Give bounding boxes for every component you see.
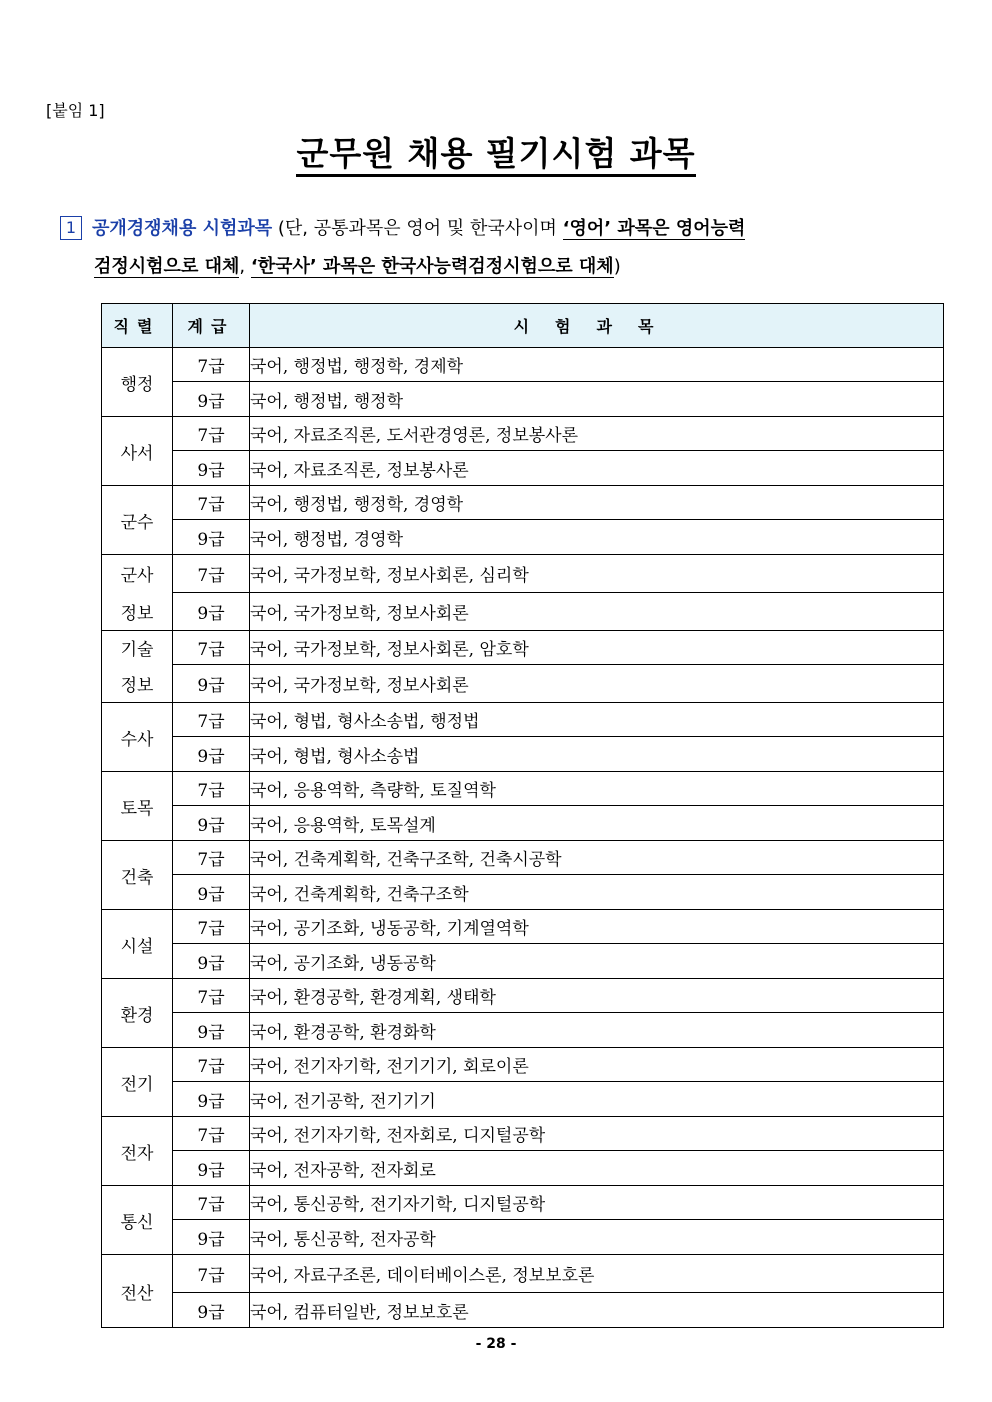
- table-row: [102, 979, 944, 1013]
- header-job-label: 직렬: [113, 317, 161, 336]
- table-row: [102, 555, 944, 593]
- table-row: [102, 772, 944, 806]
- subjects-cell: 국어, 전기공학, 전기기기: [250, 1082, 944, 1117]
- table-row: [102, 944, 944, 979]
- section-intro: [60, 210, 948, 286]
- grade-cell: 9급: [173, 520, 250, 555]
- grade-cell: 7급: [173, 555, 250, 593]
- table-row: [102, 348, 944, 382]
- page-number: - 28 -: [475, 1336, 517, 1352]
- job-cell: 수사: [102, 703, 173, 772]
- table-row: [102, 631, 944, 665]
- grade-cell: 9급: [173, 665, 250, 703]
- job-cell: 군사: [102, 555, 173, 593]
- grade-cell: 7급: [173, 1117, 250, 1151]
- grade-cell: 7급: [173, 910, 250, 944]
- subjects-cell: 국어, 컴퓨터일반, 정보보호론: [250, 1293, 944, 1328]
- subjects-cell: 국어, 자료조직론, 도서관경영론, 정보봉사론: [250, 417, 944, 451]
- grade-cell: 9급: [173, 1082, 250, 1117]
- subjects-cell: 국어, 형법, 형사소송법: [250, 737, 944, 772]
- grade-cell: 9급: [173, 737, 250, 772]
- job-cell: 행정: [102, 348, 173, 417]
- subjects-cell: 국어, 행정법, 경영학: [250, 520, 944, 555]
- subjects-cell: 국어, 국가정보학, 정보사회론, 심리학: [250, 555, 944, 593]
- grade-cell: 7급: [173, 1048, 250, 1082]
- table-row: [102, 1151, 944, 1186]
- grade-cell: 9급: [173, 451, 250, 486]
- subjects-cell: 국어, 국가정보학, 정보사회론: [250, 593, 944, 631]
- page-title: [0, 128, 992, 175]
- section-note-english-2: 검정시험으로 대체: [94, 256, 240, 277]
- table-row: [102, 1255, 944, 1293]
- table-row: [102, 1293, 944, 1328]
- section-note-sep: ,: [239, 256, 251, 277]
- table-row: [102, 806, 944, 841]
- subjects-cell: 국어, 건축계획학, 건축구조학, 건축시공학: [250, 841, 944, 875]
- table-body: [102, 348, 944, 1328]
- header-grade-label: 계급: [187, 317, 235, 336]
- table-row: [102, 1220, 944, 1255]
- job-cell: 군수: [102, 486, 173, 555]
- grade-cell: 9급: [173, 1220, 250, 1255]
- table-header-row: [102, 304, 944, 348]
- subjects-cell: 국어, 응용역학, 토목설계: [250, 806, 944, 841]
- job-cell: 전기: [102, 1048, 173, 1117]
- exam-subjects-table: [101, 303, 944, 1328]
- grade-cell: 9급: [173, 593, 250, 631]
- table-row: [102, 1117, 944, 1151]
- header-subjects-label: 시험과목: [513, 317, 680, 336]
- table-row: [102, 1082, 944, 1117]
- section-note-english-1: ‘영어’ 과목은 영어능력: [562, 218, 746, 239]
- job-cell: 정보: [102, 665, 173, 703]
- subjects-cell: 국어, 국가정보학, 정보사회론, 암호학: [250, 631, 944, 665]
- subjects-cell: 국어, 응용역학, 측량학, 토질역학: [250, 772, 944, 806]
- subjects-cell: 국어, 형법, 형사소송법, 행정법: [250, 703, 944, 737]
- table-row: [102, 382, 944, 417]
- subjects-cell: 국어, 국가정보학, 정보사회론: [250, 665, 944, 703]
- table-row: [102, 417, 944, 451]
- subjects-cell: 국어, 행정법, 행정학, 경영학: [250, 486, 944, 520]
- subjects-cell: 국어, 통신공학, 전기자기학, 디지털공학: [250, 1186, 944, 1220]
- grade-cell: 7급: [173, 772, 250, 806]
- job-cell: 전자: [102, 1117, 173, 1186]
- header-grade: [173, 304, 250, 348]
- table-row: [102, 451, 944, 486]
- grade-cell: 9급: [173, 944, 250, 979]
- grade-cell: 7급: [173, 486, 250, 520]
- grade-cell: 7급: [173, 348, 250, 382]
- table-row: [102, 910, 944, 944]
- job-cell: 토목: [102, 772, 173, 841]
- job-cell: 통신: [102, 1186, 173, 1255]
- grade-cell: 9급: [173, 806, 250, 841]
- section-heading: 공개경쟁채용 시험과목: [92, 218, 273, 239]
- table-row: [102, 1048, 944, 1082]
- subjects-cell: 국어, 공기조화, 냉동공학: [250, 944, 944, 979]
- grade-cell: 7급: [173, 417, 250, 451]
- section-number-box: 1: [60, 216, 82, 240]
- grade-cell: 7급: [173, 703, 250, 737]
- subjects-cell: 국어, 전기자기학, 전기기기, 회로이론: [250, 1048, 944, 1082]
- job-cell: 환경: [102, 979, 173, 1048]
- grade-cell: 7급: [173, 631, 250, 665]
- header-subjects: [250, 304, 944, 348]
- table-row: [102, 593, 944, 631]
- table-row: [102, 1013, 944, 1048]
- job-cell: 정보: [102, 593, 173, 631]
- grade-cell: 7급: [173, 1186, 250, 1220]
- subjects-cell: 국어, 통신공학, 전자공학: [250, 1220, 944, 1255]
- subjects-cell: 국어, 공기조화, 냉동공학, 기계열역학: [250, 910, 944, 944]
- section-note-history: ‘한국사’ 과목은 한국사능력검정시험으로 대체: [250, 256, 614, 277]
- grade-cell: 7급: [173, 1255, 250, 1293]
- grade-cell: 9급: [173, 875, 250, 910]
- intro-line-1: [60, 210, 948, 248]
- table-row: [102, 486, 944, 520]
- job-cell: 기술: [102, 631, 173, 665]
- table-row: [102, 875, 944, 910]
- job-cell: 건축: [102, 841, 173, 910]
- job-cell: 시설: [102, 910, 173, 979]
- grade-cell: 7급: [173, 979, 250, 1013]
- grade-cell: 9급: [173, 1013, 250, 1048]
- intro-line-2: [60, 248, 948, 286]
- subjects-cell: 국어, 환경공학, 환경계획, 생태학: [250, 979, 944, 1013]
- section-note-open: (단, 공통과목은 영어 및 한국사이며: [272, 218, 563, 239]
- subjects-cell: 국어, 자료조직론, 정보봉사론: [250, 451, 944, 486]
- subjects-cell: 국어, 전기자기학, 전자회로, 디지털공학: [250, 1117, 944, 1151]
- subjects-cell: 국어, 전자공학, 전자회로: [250, 1151, 944, 1186]
- table-row: [102, 1186, 944, 1220]
- grade-cell: 9급: [173, 382, 250, 417]
- table-row: [102, 703, 944, 737]
- table-row: [102, 841, 944, 875]
- section-note-close: ): [613, 256, 621, 277]
- subjects-cell: 국어, 행정법, 행정학: [250, 382, 944, 417]
- grade-cell: 9급: [173, 1293, 250, 1328]
- header-job: [102, 304, 173, 348]
- table-row: [102, 520, 944, 555]
- subjects-cell: 국어, 행정법, 행정학, 경제학: [250, 348, 944, 382]
- job-cell: 전산: [102, 1255, 173, 1328]
- grade-cell: 9급: [173, 1151, 250, 1186]
- job-cell: 사서: [102, 417, 173, 486]
- grade-cell: 7급: [173, 841, 250, 875]
- page-title-text: 군무원 채용 필기시험 과목: [296, 134, 695, 177]
- table-row: [102, 737, 944, 772]
- table-row: [102, 665, 944, 703]
- subjects-cell: 국어, 환경공학, 환경화학: [250, 1013, 944, 1048]
- subjects-cell: 국어, 자료구조론, 데이터베이스론, 정보보호론: [250, 1255, 944, 1293]
- subjects-cell: 국어, 건축계획학, 건축구조학: [250, 875, 944, 910]
- attachment-label: [붙임 1]: [46, 101, 105, 120]
